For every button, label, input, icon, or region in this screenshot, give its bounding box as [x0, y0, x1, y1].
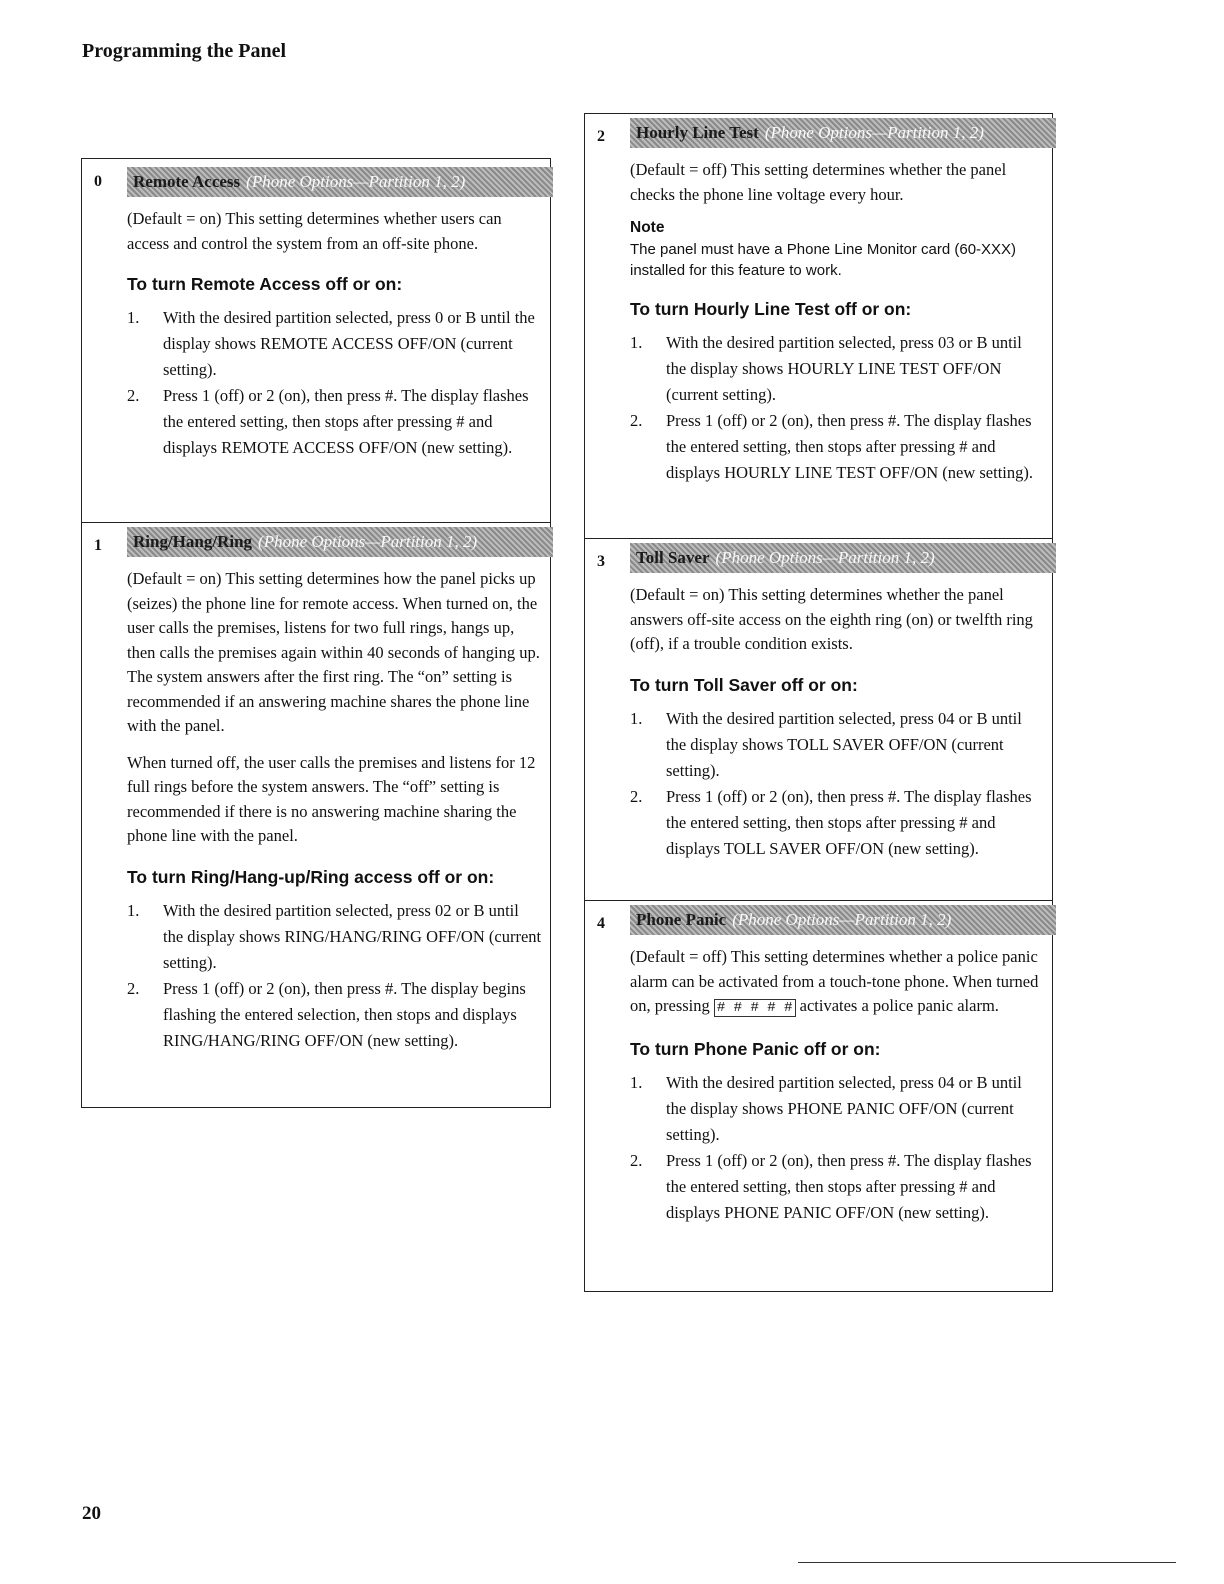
step: 1. With the desired partition selected, press 0 or B until the display shows REMOTE ACCESS OFF/ON (current setting). [127, 308, 535, 379]
step: 2. Press 1 (off) or 2 (on), then press #. The display flashes the entered setting, then stops after pressing # and displays PHONE PANIC OFF/ON (new setting). [630, 1150, 1032, 1222]
step: 1. With the desired partition selected, press 02 or B until the display shows RING/HANG/RING OFF/ON (current setting). [127, 900, 542, 972]
footer-rule [798, 1562, 1176, 1563]
description: (Default = on) This setting determines whether users can access and control the system from an off-site phone. [127, 209, 502, 253]
note-title: Note [630, 219, 665, 236]
section-subtitle: (Phone Options—Partition 1, 2) [258, 532, 478, 551]
description-2: When turned off, the user calls the premises and listens for 12 full rings before the system answers. The “off” setting is recommended if there is no answering machine sharing the phone line with the panel. [127, 752, 536, 845]
description: (Default = off) This setting determines whether a police panic alarm can be activated from a touch-tone phone. When turned on, pressing # # # # # activates a police panic alarm. [630, 947, 1039, 1016]
procedure-heading: To turn Hourly Line Test off or on: [630, 299, 912, 319]
procedure-heading: To turn Ring/Hang-up/Ring access off or on: [127, 866, 495, 887]
panel-remote-access [81, 158, 551, 522]
step: 1. With the desired partition selected, press 04 or B until the display shows PHONE PANIC OFF/ON (current setting). [630, 1072, 1022, 1144]
section-title: Ring/Hang/Ring [133, 532, 253, 551]
panel-number: 0 [94, 173, 102, 190]
steps-list [630, 1070, 1044, 1226]
description: (Default = on) This setting determines how the panel picks up (seizes) the phone line for remote access. When turned on, the user calls the premises, listens for two full rings, hangs up, then calls the premises again within 40 seconds of hanging up. The system answers after the first ring. The “on” setting is recommended if an answering machine shares the phone line with the panel. [127, 569, 540, 735]
step: 2. Press 1 (off) or 2 (on), then press #. The display flashes the entered setting, then stops after pressing # and displays HOURLY LINE TEST OFF/ON (new setting). [630, 411, 1033, 482]
section-title: Hourly Line Test [636, 123, 759, 142]
note-text: The panel must have a Phone Line Monitor card (60-XXX) installed for this feature to work. [630, 241, 1017, 279]
section-title: Phone Panic [636, 910, 727, 929]
steps-list [127, 898, 542, 1054]
section-title-bar [630, 543, 1056, 573]
section-subtitle: (Phone Options—Partition 1, 2) [764, 123, 984, 142]
description: (Default = on) This setting determines whether the panel answers off-site access on the eighth ring (on) or twelfth ring (off), if a trouble condition exists. [630, 585, 1033, 653]
steps-list [630, 706, 1044, 862]
panel-number: 1 [94, 537, 102, 554]
panel-phone-panic [584, 900, 1053, 1292]
section-title: Toll Saver [636, 548, 710, 567]
procedure-heading: To turn Toll Saver off or on: [630, 674, 858, 695]
section-title-bar [630, 118, 1056, 148]
section-title-bar [127, 167, 553, 197]
step: 2. Press 1 (off) or 2 (on), then press #. The display flashes the entered setting, then stops after pressing # and displays TOLL SAVER OFF/ON (new setting). [630, 786, 1032, 858]
section-subtitle: (Phone Options—Partition 1, 2) [246, 172, 466, 191]
panel-ring-hang-ring [81, 522, 551, 1108]
section-subtitle: (Phone Options—Partition 1, 2) [715, 548, 935, 567]
section-title-bar [630, 905, 1056, 935]
panel-number: 2 [597, 128, 605, 145]
description: (Default = off) This setting determines whether the panel checks the phone line voltage every hour. [630, 160, 1007, 204]
section-title: Remote Access [133, 172, 241, 191]
panel-hourly-line-test [584, 113, 1053, 538]
step: 2. Press 1 (off) or 2 (on), then press #. The display begins flashing the entered selection, then stops and displays RING/HANG/RING OFF/ON (new setting). [127, 978, 526, 1050]
step: 1. With the desired partition selected, press 04 or B until the display shows TOLL SAVER OFF/ON (current setting). [630, 708, 1022, 780]
pound-keys: # # # # # [714, 999, 796, 1017]
procedure-heading: To turn Remote Access off or on: [127, 274, 403, 294]
page-number: 20 [82, 1503, 101, 1524]
steps-list [127, 305, 542, 461]
section-subtitle: (Phone Options—Partition 1, 2) [732, 910, 952, 929]
section-title-bar [127, 527, 553, 557]
panel-toll-saver [584, 538, 1053, 900]
step: 2. Press 1 (off) or 2 (on), then press #. The display flashes the entered setting, then stops after pressing # and displays REMOTE ACCESS OFF/ON (new setting). [127, 386, 529, 457]
step: 1. With the desired partition selected, press 03 or B until the display shows HOURLY LINE TEST OFF/ON (current setting). [630, 333, 1022, 404]
procedure-heading: To turn Phone Panic off or on: [630, 1038, 881, 1059]
panel-number: 3 [597, 553, 605, 570]
page-header: Programming the Panel [82, 40, 287, 62]
panel-number: 4 [597, 915, 605, 932]
steps-list [630, 330, 1044, 486]
